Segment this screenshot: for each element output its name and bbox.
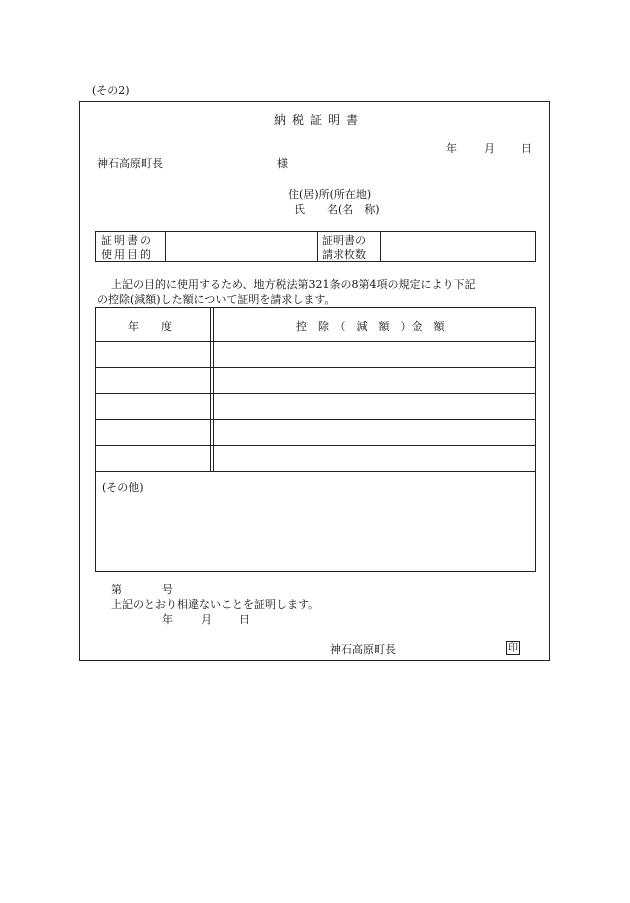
- page-label: (その2): [92, 84, 130, 97]
- amount-cell[interactable]: [215, 447, 534, 470]
- statement-line-2: の控除(減額)した額について証明を請求します。: [97, 293, 336, 306]
- amount-cell[interactable]: [215, 421, 534, 444]
- amount-cell[interactable]: [215, 343, 534, 366]
- year-cell[interactable]: [97, 421, 208, 444]
- cert-number-suffix: 号: [162, 583, 173, 596]
- date-month-label: 月: [484, 142, 495, 155]
- table-row-divider: [95, 419, 536, 420]
- year-cell[interactable]: [97, 343, 208, 366]
- table-header-divider: [95, 341, 536, 342]
- applicant-address-label: 住(居)所(所在地): [288, 188, 372, 201]
- cert-month-label: 月: [201, 613, 212, 626]
- count-field[interactable]: [382, 233, 534, 260]
- table-row-divider: [95, 393, 536, 394]
- info-table-divider: [317, 231, 318, 262]
- count-label-line2: 請求枚数: [322, 248, 366, 261]
- purpose-label-line2: 使用目的: [101, 248, 153, 261]
- amount-cell[interactable]: [215, 395, 534, 418]
- table-divider: [210, 307, 211, 471]
- issuer-name: 神石高原町長: [330, 643, 396, 656]
- table-divider: [213, 307, 214, 471]
- column-header-year: 年 度: [128, 320, 172, 333]
- applicant-name-label: 氏 名(名 称): [294, 203, 380, 216]
- seal-stamp: 印: [508, 643, 518, 654]
- cert-statement: 上記のとおり相違ないことを証明します。: [111, 598, 320, 611]
- addressee-honorific: 様: [277, 157, 288, 170]
- amount-cell[interactable]: [215, 369, 534, 392]
- table-row-divider: [95, 445, 536, 446]
- column-header-amount: 控 除 （ 減 額 ）金 額: [296, 320, 445, 333]
- year-cell[interactable]: [97, 395, 208, 418]
- year-cell[interactable]: [97, 369, 208, 392]
- table-row-divider: [95, 367, 536, 368]
- addressee-name: 神石高原町長: [97, 157, 163, 170]
- cert-day-label: 日: [239, 613, 250, 626]
- info-table-divider: [165, 231, 166, 262]
- year-cell[interactable]: [97, 447, 208, 470]
- purpose-label-line1: 証明書の: [101, 234, 153, 247]
- form-title: 納税証明書: [274, 113, 365, 127]
- info-table-divider: [380, 231, 381, 262]
- statement-line-1: 上記の目的に使用するため、地方税法第321条の8第4項の規定により下記: [111, 278, 476, 291]
- count-label-line1: 証明書の: [322, 234, 366, 247]
- purpose-field[interactable]: [167, 233, 315, 260]
- table-row-divider: [95, 471, 536, 472]
- cert-year-label: 年: [162, 613, 173, 626]
- cert-number-prefix: 第: [111, 583, 122, 596]
- other-label: (その他): [102, 481, 144, 494]
- other-field[interactable]: [97, 495, 534, 570]
- date-day-label: 日: [521, 142, 532, 155]
- date-year-label: 年: [446, 142, 457, 155]
